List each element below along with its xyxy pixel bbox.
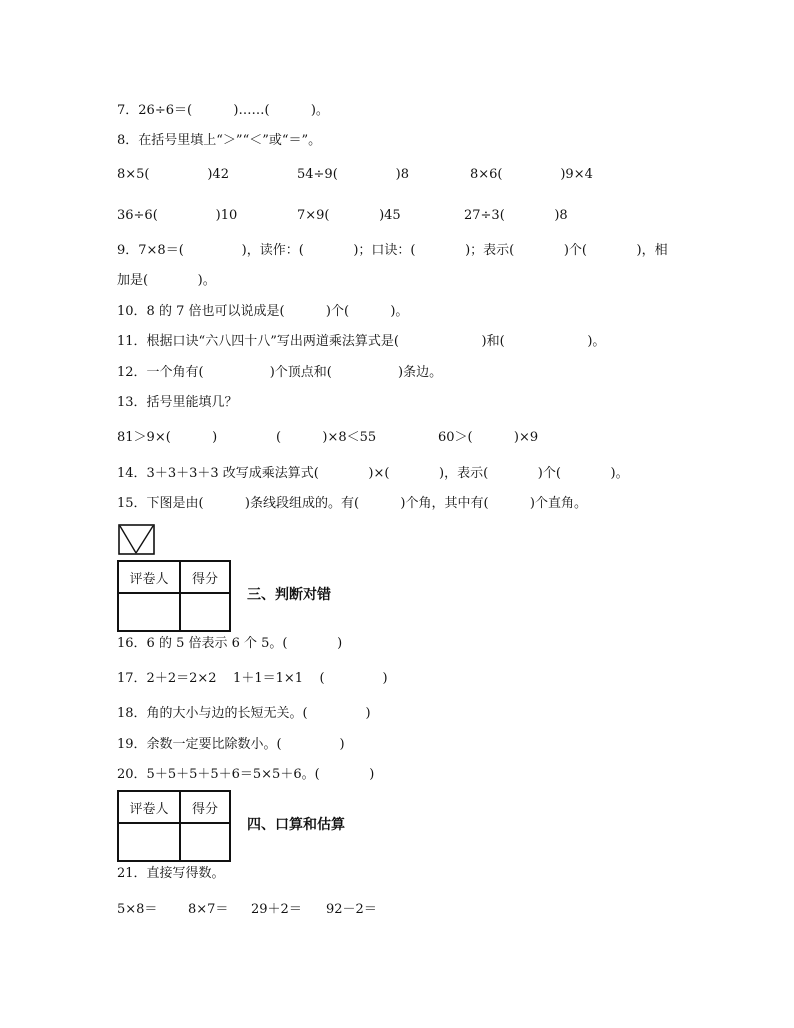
score-cell[interactable]	[181, 824, 229, 860]
question-17: 17．2＋2＝2×2 1＋1＝1×1 ( )	[117, 671, 388, 686]
q13-item-1: 81＞9×( )	[117, 430, 218, 445]
question-9-line-1: 9．7×8＝( )，读作：( )；口诀：( )；表示( )个( )，相	[117, 243, 668, 258]
question-8: 8．在括号里填上“＞”“＜”或“＝”。	[117, 133, 322, 148]
question-21: 21．直接写得数。	[117, 866, 225, 881]
figure-right-diagonal	[136, 526, 153, 553]
question-11: 11．根据口诀“六八四十八”写出两道乘法算式是( )和( )。	[117, 334, 606, 349]
question-9-line-2: 加是( )。	[117, 273, 216, 288]
q8-item-4: 36÷6( )10	[117, 208, 238, 223]
q21-item-2: 8×7＝	[188, 902, 229, 917]
question-15: 15．下图是由( )条线段组成的。有( )个角，其中有( )个直角。	[117, 496, 587, 511]
figure-left-diagonal	[120, 526, 136, 553]
reviewer-header: 评卷人	[119, 792, 181, 824]
angle-figure	[118, 524, 156, 556]
question-13: 13．括号里能填几？	[117, 395, 238, 410]
question-7: 7．26÷6＝( )……( )。	[117, 103, 329, 118]
question-14: 14．3＋3＋3＋3 改写成乘法算式( )×( )，表示( )个( )。	[117, 466, 629, 481]
question-16: 16．6 的 5 倍表示 6 个 5。( )	[117, 636, 343, 651]
question-20: 20．5＋5＋5＋5＋6＝5×5＋6。( )	[117, 767, 375, 782]
score-table-1	[117, 560, 231, 632]
question-12: 12．一个角有( )个顶点和( )条边。	[117, 365, 443, 380]
score-header: 得分	[181, 562, 229, 594]
q13-item-3: 60＞( )×9	[438, 430, 539, 445]
q8-item-3: 8×6( )9×4	[470, 167, 593, 182]
section-3-heading: 三、判断对错	[247, 587, 331, 603]
question-18: 18．角的大小与边的长短无关。( )	[117, 706, 371, 721]
reviewer-cell[interactable]	[119, 824, 181, 860]
q21-item-1: 5×8＝	[117, 902, 158, 917]
q8-item-1: 8×5( )42	[117, 167, 229, 182]
q21-item-4: 92－2＝	[326, 902, 377, 917]
reviewer-cell[interactable]	[119, 594, 181, 630]
score-table-2	[117, 790, 231, 862]
question-19: 19．余数一定要比除数小。( )	[117, 737, 345, 752]
score-cell[interactable]	[181, 594, 229, 630]
q21-item-3: 29＋2＝	[251, 902, 302, 917]
figure-square	[119, 525, 154, 554]
q8-item-5: 7×9( )45	[297, 208, 401, 223]
q8-item-6: 27÷3( )8	[464, 208, 568, 223]
score-header: 得分	[181, 792, 229, 824]
q13-item-2: ( )×8＜55	[276, 430, 377, 445]
reviewer-header: 评卷人	[119, 562, 181, 594]
question-10: 10．8 的 7 倍也可以说成是( )个( )。	[117, 304, 409, 319]
q8-item-2: 54÷9( )8	[297, 167, 409, 182]
section-4-heading: 四、口算和估算	[247, 817, 345, 833]
